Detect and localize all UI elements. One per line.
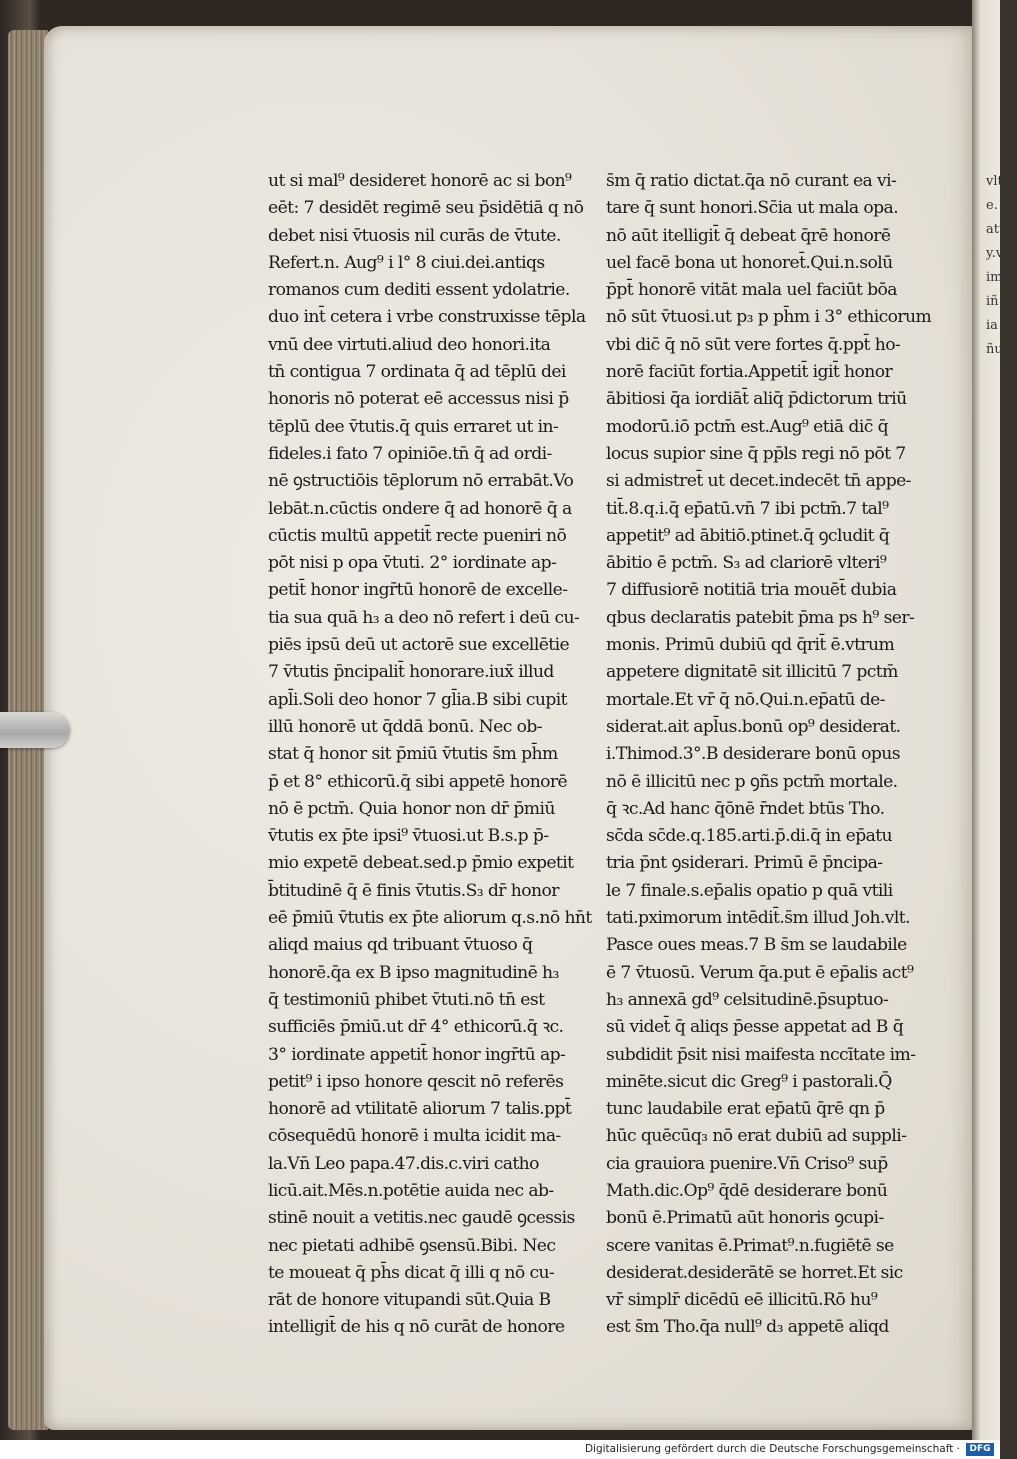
text-line: ābitio ē pctm̄. S₃ ad clariorē vlteri⁹	[606, 553, 887, 574]
text-line: tēplū dee v̄tutis.q̄ quis erraret ut in-	[268, 416, 559, 437]
funding-credit: Digitalisierung gefördert durch die Deutsche Forschungsgemeinschaft ·	[584, 1443, 960, 1455]
text-line: Math.dic.Op⁹ q̄dē desiderare bonū	[606, 1180, 888, 1201]
text-line: honorē.q̄a ex B ipso magnitudinē h₃	[268, 962, 559, 983]
text-line: Refert.n. Aug⁹ i l° 8 ciui.dei.antiqs	[268, 252, 545, 273]
text-line: tia sua quā h₃ a deo nō refert i deū cu-	[268, 607, 580, 628]
text-line: tati.pximorum intēdit̄.s̄m illud Joh.vlt.	[606, 908, 910, 929]
text-line: appetere dignitatē sit illicitū 7 pctm̄	[606, 662, 898, 683]
text-line: scere vanitas ē.Primat⁹.n.fugiētē se	[606, 1235, 894, 1256]
text-line: romanos cum dediti essent ydolatrie.	[268, 280, 570, 301]
text-line: est s̄m Tho.q̄a null⁹ d₃ appetē aliqd	[606, 1317, 889, 1338]
text-line: nē ꝯstructiōis tēplorum nō errabāt.Vo	[268, 471, 574, 492]
text-line: sc̄da sc̄de.q.185.arti.p̄.di.q̄ in ep̄atu	[606, 826, 893, 847]
text-line: duo int̄ cetera i vrbe construxisse tēpla	[268, 307, 586, 328]
text-line: ē 7 v̄tuosū. Verum q̄a.put ē ep̄alis act⁹	[606, 962, 914, 983]
text-line: p̄ et 8° ethicorū.q̄ sibi appetē honorē	[268, 771, 568, 792]
text-line: la.Vn̄ Leo papa.47.dis.c.viri catho	[268, 1153, 539, 1174]
text-line: cūctis multū appetit̄ recte pueniri nō	[268, 525, 567, 546]
text-line: siderat.ait apl̄us.bonū op⁹ desiderat.	[606, 716, 901, 737]
text-line: p̄pt̄ honorē vitāt mala uel faciūt bōa	[606, 280, 897, 301]
text-line: si admistret̄ ut decet.indecēt tn̄ appe-	[606, 471, 911, 492]
text-line: rāt de honore vitupandi sūt.Quia B	[268, 1290, 551, 1311]
text-line: nō sūt v̄tuosi.ut p₃ p ph̄m i 3° ethicorum	[606, 307, 932, 328]
text-line: norē faciūt fortia.Appetit̄ igit̄ honor	[606, 362, 893, 383]
facing-fragment: ñu	[986, 342, 1003, 357]
text-line: locus supior sine q̄ pp̄ls regi nō pōt 7	[606, 443, 906, 464]
text-line: te moueat q̄ ph̄s dicat q̄ illi q nō cu-	[268, 1262, 555, 1283]
facing-fragment: e. v	[986, 198, 1010, 213]
page-clip	[0, 712, 70, 748]
text-line: v̄tutis ex p̄te ipsi⁹ v̄tuosi.ut B.s.p p̄-	[268, 826, 549, 847]
text-line: monis. Primū dubiū qd q̄rit̄ ē.vtrum	[606, 635, 895, 656]
text-line: sū videt̄ q̄ aliqs p̄esse appetat ad B q̄	[606, 1017, 904, 1038]
text-line: honoris nō poterat eē accessus nisi p̄	[268, 389, 569, 410]
text-line: q̄ testimoniū phibet v̄tuti.nō tn̄ est	[268, 989, 545, 1010]
text-line: petit̄ honor ingr̄tū honorē de excelle-	[268, 580, 568, 601]
text-line: 7 v̄tutis p̄ncipalit̄ honorare.iux̄ illud	[268, 662, 554, 683]
text-line: tn̄ contigua 7 ordinata q̄ ad tēplū dei	[268, 362, 566, 383]
text-line: appetit⁹ ad ābitiō.ptinet.q̄ ꝯcludit q̄	[606, 525, 890, 546]
text-line: q̄ ꝛc.Ad hanc q̄ōnē r̄ndet btūs Tho.	[606, 798, 885, 819]
facing-fragment: atu	[986, 222, 1008, 237]
text-line: vbi dic̄ q̄ nō sūt vere fortes q̄.ppt̄ ho-	[606, 334, 901, 355]
right-text-column	[606, 168, 932, 1342]
facing-fragment: y.v	[986, 246, 1004, 261]
text-line: mortale.Et vr̄ q̄ nō.Qui.n.ep̄atū de-	[606, 689, 885, 710]
facing-page-text	[986, 170, 1017, 362]
text-line: tit̄.8.q.i.q̄ ep̄atū.vn̄ 7 ibi pctm̄.7 tal⁹	[606, 498, 889, 519]
text-line: nō ē pctm̄. Quia honor non dr̄ p̄miū	[268, 798, 555, 819]
text-line: intelligit̄ de his q nō curāt de honore	[268, 1317, 565, 1338]
text-line: fideles.i fato 7 opiniōe.tn̄ q̄ ad ordi-	[268, 443, 552, 464]
text-line: debet nisi v̄tuosis nil curās de v̄tute.	[268, 225, 561, 246]
text-line: piēs ipsū deū ut actorē sue excellētie	[268, 635, 570, 656]
facing-fragment: im	[986, 270, 1003, 285]
text-line: modorū.iō pctm̄ est.Aug⁹ etiā dic̄ q̄	[606, 416, 889, 437]
text-line: bonū ē.Primatū aūt honoris ꝯcupi-	[606, 1208, 884, 1229]
text-line: nec pietati adhibē ꝯsensū.Bibi. Nec	[268, 1235, 556, 1256]
text-line: vnū dee virtuti.aliud deo honori.ita	[268, 334, 551, 355]
text-line: Pasce oues meas.7 B s̄m se laudabile	[606, 935, 907, 956]
text-line: uel facē bona ut honoret̄.Qui.n.solū	[606, 252, 893, 273]
text-line: subdidit p̄sit nisi maifesta nccītate im-	[606, 1044, 916, 1065]
text-line: ut si mal⁹ desideret honorē ac si bon⁹	[268, 171, 572, 191]
text-line: ābitiosi q̄a iordiāt̄ aliq̄ p̄dictorum triū	[606, 389, 907, 410]
footer-bar	[0, 1440, 1000, 1459]
text-line: h₃ annexā gd⁹ celsitudinē.p̄suptuo-	[606, 989, 889, 1010]
text-line: lebāt.n.cūctis ondere q̄ ad honorē q̄ a	[268, 498, 572, 519]
text-line: eē p̄miū v̄tutis ex p̄te aliorum q.s.nō hn̄t	[268, 908, 592, 929]
dfg-logo-icon: DFG	[966, 1443, 994, 1456]
text-line: hūc quēcūq₃ nō erat dubiū ad suppli-	[606, 1126, 907, 1147]
text-line: illū honorē ut q̄ddā bonū. Nec ob-	[268, 716, 542, 737]
left-text-column	[268, 168, 593, 1342]
text-line: vr̄ simplr̄ dicēdū eē illicitū.Rō hu⁹	[606, 1290, 878, 1311]
text-line: licū.ait.Mēs.n.potētie auida nec ab-	[268, 1180, 554, 1201]
text-line: nō aūt itelligit̄ q̄ debeat q̄rē honorē	[606, 225, 891, 246]
text-line: tare q̄ sunt honori.Sc̄ia ut mala opa.	[606, 198, 899, 219]
text-line: 7 diffusiorē notitiā tria mouēt̄ dubia	[606, 580, 897, 601]
text-line: pōt nisi p opa v̄tuti. 2° iordinate ap-	[268, 553, 557, 574]
text-line: stat q̄ honor sit p̄miū v̄tutis s̄m ph̄m	[268, 744, 558, 765]
text-line: stinē nouit a vetitis.nec gaudē ꝯcessis	[268, 1208, 575, 1229]
facing-fragment: vltra	[986, 174, 1017, 189]
text-line: mio expetē debeat.sed.p p̄mio expetit	[268, 853, 574, 874]
text-line: b̄titudinē q̄ ē finis v̄tutis.S₃ dr̄ honor	[268, 880, 559, 901]
facing-fragment: iñ	[986, 294, 999, 309]
text-line: tunc laudabile erat ep̄atū q̄rē qn p̄	[606, 1099, 885, 1120]
text-line: sufficiēs p̄miū.ut dr̄ 4° ethicorū.q̄ ꝛc.	[268, 1017, 564, 1038]
text-line: le 7 finale.s.ep̄alis opatio p quā vtili	[606, 880, 893, 901]
text-line: tria p̄nt ꝯsiderari. Primū ē p̄ncipa-	[606, 853, 883, 874]
text-line: aliqd maius qd tribuant v̄tuoso q̄	[268, 935, 533, 956]
text-line: qbus declaratis patebit p̄ma ps h⁹ ser-	[606, 607, 915, 628]
text-line: apl̄i.Soli deo honor 7 gl̄ia.B sibi cupit	[268, 689, 567, 710]
text-line: cōsequēdū honorē i multa icidit ma-	[268, 1126, 561, 1147]
text-line: honorē ad vtilitatē aliorum 7 talis.ppt̄	[268, 1099, 572, 1120]
text-line: nō ē illicitū nec p ꝯñs pctm̄ mortale.	[606, 771, 898, 792]
facing-fragment: ia	[986, 318, 998, 333]
text-line: eēt: 7 desidēt regimē seu p̄sidētiā q nō	[268, 198, 584, 219]
text-line: petit⁹ i ipso honore qescit nō referēs	[268, 1071, 564, 1092]
text-line: i.Thimod.3°.B desiderare bonū opus	[606, 744, 900, 765]
text-line: 3° iordinate appetit̄ honor ingr̄tū ap-	[268, 1044, 566, 1065]
text-line: desiderat.desiderātē se horret.Et sic	[606, 1262, 903, 1283]
text-line: minēte.sicut dic Greg⁹ i pastorali.Q̄	[606, 1071, 892, 1092]
text-line: s̄m q̄ ratio dictat.q̄a nō curant ea vi-	[606, 171, 897, 191]
text-line: cia grauiora puenire.Vn̄ Criso⁹ sup̄	[606, 1153, 888, 1174]
